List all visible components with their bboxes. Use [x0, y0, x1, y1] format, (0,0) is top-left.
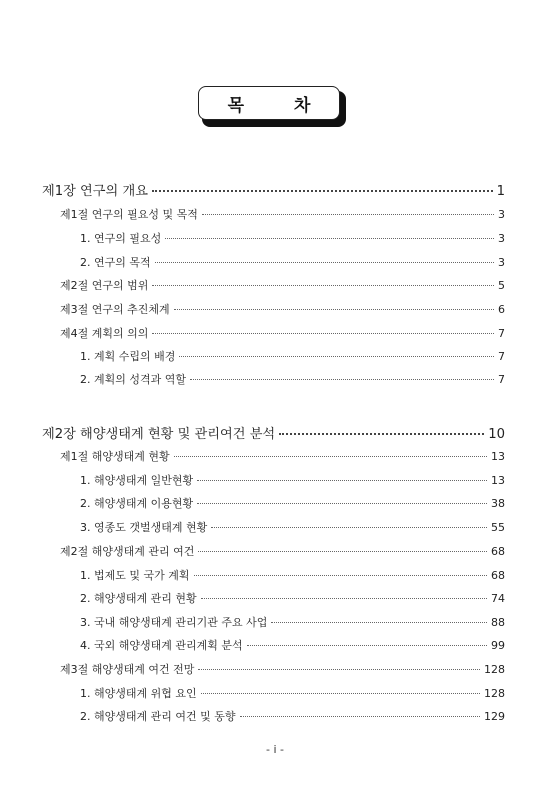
page-number: - i -: [266, 743, 284, 756]
toc-entry-label: 제2장 해양생태계 현황 및 관리여건 분석: [42, 427, 276, 442]
dot-leader: [202, 214, 494, 215]
toc-entry-section[interactable]: [60, 448, 505, 466]
toc-entry-subsection[interactable]: [80, 472, 505, 490]
toc-entry-section[interactable]: [60, 301, 505, 319]
toc-entry-label: 1. 계획 수립의 배경: [80, 350, 176, 363]
toc-entry-subsection[interactable]: [80, 348, 505, 366]
toc-entry-chapter-2[interactable]: [42, 423, 505, 441]
toc-entry-page: 10: [488, 427, 505, 442]
toc-entry-label: 2. 연구의 목적: [80, 256, 151, 269]
toc-title: 목 차: [227, 95, 333, 116]
dot-leader: [198, 669, 480, 670]
toc-entry-subsection[interactable]: [80, 371, 505, 389]
toc-entry-subsection[interactable]: [80, 614, 505, 632]
toc-entry-label: 1. 해양생태계 위협 요인: [80, 687, 197, 700]
toc-entry-label: 3. 영종도 갯벌생태계 현황: [80, 521, 208, 534]
toc-entry-section[interactable]: [60, 661, 505, 679]
toc-entry-page: 68: [491, 569, 505, 582]
toc-entry-label: 제4절 계획의 의의: [60, 327, 149, 340]
dot-leader: [197, 480, 487, 481]
dot-leader: [279, 433, 484, 435]
toc-entry-section[interactable]: [60, 543, 505, 561]
toc-entry-page: 13: [491, 450, 505, 463]
toc-entry-label: 제3절 해양생태계 여건 전망: [60, 663, 195, 676]
dot-leader: [197, 503, 487, 504]
toc-entry-label: 3. 국내 해양생태계 관리기관 주요 사업: [80, 616, 268, 629]
toc-entry-label: 2. 해양생태계 이용현황: [80, 497, 194, 510]
toc-entry-page: 7: [498, 373, 505, 386]
toc-entry-label: 1. 해양생태계 일반현황: [80, 474, 194, 487]
toc-entry-page: 68: [491, 545, 505, 558]
toc-title-box: [198, 86, 340, 120]
dot-leader: [152, 333, 494, 334]
toc-entry-page: 55: [491, 521, 505, 534]
dot-leader: [152, 285, 494, 286]
toc-entry-subsection[interactable]: [80, 519, 505, 537]
dot-leader: [271, 622, 487, 623]
toc-entry-label: 2. 해양생태계 관리 여건 및 동향: [80, 710, 236, 723]
toc-entry-section[interactable]: [60, 277, 505, 295]
toc-entry-page: 128: [484, 687, 505, 700]
toc-entry-page: 88: [491, 616, 505, 629]
toc-entry-label: 2. 해양생태계 관리 현황: [80, 592, 197, 605]
dot-leader: [201, 693, 480, 694]
toc-entry-page: 1: [496, 184, 505, 199]
toc-entry-subsection[interactable]: [80, 685, 505, 703]
toc-entry-page: 128: [484, 663, 505, 676]
toc-entry-label: 제1절 해양생태계 현황: [60, 450, 170, 463]
toc-entry-page: 3: [498, 256, 505, 269]
toc-entry-section[interactable]: [60, 206, 505, 224]
toc-entry-page: 3: [498, 208, 505, 221]
toc-entry-subsection[interactable]: [80, 637, 505, 655]
toc-entry-subsection[interactable]: [80, 495, 505, 513]
toc-entry-page: 74: [491, 592, 505, 605]
dot-leader: [152, 190, 493, 192]
toc-entry-page: 3: [498, 232, 505, 245]
dot-leader: [190, 379, 494, 380]
dot-leader: [165, 238, 494, 239]
dot-leader: [174, 456, 487, 457]
dot-leader: [211, 527, 487, 528]
toc-entry-label: 4. 국외 해양생태계 관리계획 분석: [80, 639, 243, 652]
dot-leader: [247, 645, 487, 646]
dot-leader: [194, 575, 488, 576]
toc-entry-label: 제3절 연구의 추진체계: [60, 303, 170, 316]
toc-entry-subsection[interactable]: [80, 230, 505, 248]
toc-entry-label: 제1장 연구의 개요: [42, 184, 148, 199]
toc-entry-subsection[interactable]: [80, 708, 505, 726]
toc-entry-page: 38: [491, 497, 505, 510]
toc-entry-label: 1. 법제도 및 국가 계획: [80, 569, 190, 582]
toc-entry-section[interactable]: [60, 325, 505, 343]
dot-leader: [198, 551, 487, 552]
toc-entry-label: 1. 연구의 필요성: [80, 232, 162, 245]
toc-entry-chapter-1[interactable]: [42, 180, 505, 198]
toc-entry-subsection[interactable]: [80, 567, 505, 585]
dot-leader: [201, 598, 487, 599]
toc-entry-label: 제1절 연구의 필요성 및 목적: [60, 208, 198, 221]
dot-leader: [174, 309, 494, 310]
toc-entry-label: 2. 계획의 성격과 역할: [80, 373, 186, 386]
dot-leader: [240, 716, 481, 717]
toc-entry-label: 제2절 해양생태계 관리 여건: [60, 545, 195, 558]
toc-entry-page: 13: [491, 474, 505, 487]
toc-entry-page: 5: [498, 279, 505, 292]
toc-entry-subsection[interactable]: [80, 254, 505, 272]
toc-entry-page: 7: [498, 350, 505, 363]
toc-entry-page: 7: [498, 327, 505, 340]
toc-entry-page: 129: [484, 710, 505, 723]
toc-entry-page: 6: [498, 303, 505, 316]
toc-entry-page: 99: [491, 639, 505, 652]
dot-leader: [179, 356, 494, 357]
toc-entry-subsection[interactable]: [80, 590, 505, 608]
dot-leader: [155, 262, 494, 263]
toc-entry-label: 제2절 연구의 범위: [60, 279, 149, 292]
